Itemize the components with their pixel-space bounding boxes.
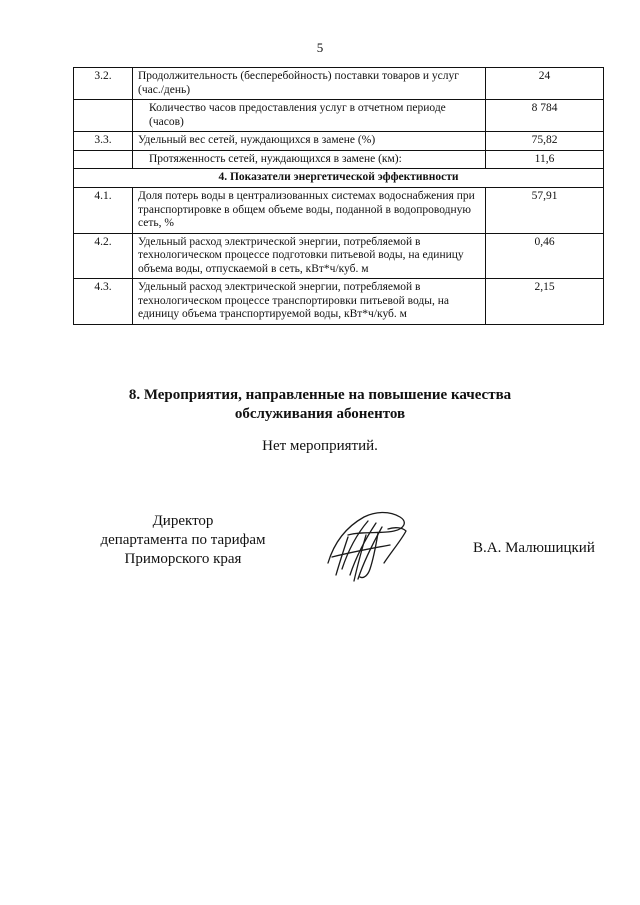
row-description: Удельный вес сетей, нуждающихся в замене (%) [133, 132, 486, 151]
row-value: 24 [486, 68, 604, 100]
section-8-title-line: 8. Мероприятия, направленные на повышение качества [128, 387, 512, 403]
signer-title-line: Приморского края [124, 551, 242, 568]
row-value: 11,6 [486, 150, 604, 169]
indicators-table [73, 67, 604, 325]
row-value: 57,91 [486, 187, 604, 233]
row-description: Протяженность сетей, нуждающихся в замене (км): [133, 150, 486, 169]
handwritten-signature [318, 505, 418, 585]
signer-name: В.А. Малюшицкий [473, 540, 595, 556]
row-number [74, 100, 133, 132]
row-number: 4.1. [74, 187, 133, 233]
row-value: 75,82 [486, 132, 604, 151]
row-number: 4.2. [74, 233, 133, 279]
row-value: 0,46 [486, 233, 604, 279]
table-row [74, 187, 604, 233]
row-value: 2,15 [486, 279, 604, 325]
table-row [74, 100, 604, 132]
table-row [74, 279, 604, 325]
row-description: Доля потерь воды в централизованных системах водоснабжения при транспортировке в общем объеме воды, поданной в водопроводную сеть, % [133, 187, 486, 233]
row-number: 3.3. [74, 132, 133, 151]
row-description: Удельный расход электрической энергии, потребляемой в технологическом процессе подготовки питьевой воды, на единицу объема воды, отпускаемой в сеть, кВт*ч/куб. м [133, 233, 486, 279]
section-header-row [74, 169, 604, 188]
signer-title [88, 512, 278, 569]
row-value: 8 784 [486, 100, 604, 132]
row-number: 4.3. [74, 279, 133, 325]
section-8-title [0, 386, 640, 424]
table-row [74, 233, 604, 279]
table-row [74, 150, 604, 169]
section-8-title-line: обслуживания абонентов [234, 405, 406, 422]
signer-title-line: Директор [152, 513, 214, 529]
page-number: 5 [316, 40, 324, 55]
table-row [74, 132, 604, 151]
table-row [74, 68, 604, 100]
row-description: Количество часов предоставления услуг в отчетном периоде (часов) [133, 100, 486, 132]
signer-title-line: департамента по тарифам [100, 532, 266, 549]
section-4-title: 4. Показатели энергетической эффективности [74, 169, 604, 188]
row-description: Продолжительность (бесперебойность) поставки товаров и услуг (час./день) [133, 68, 486, 100]
row-number: 3.2. [74, 68, 133, 100]
row-number [74, 150, 133, 169]
row-description: Удельный расход электрической энергии, потребляемой в технологическом процессе транспортировки питьевой воды, на единицу объема транспортируемой воды, кВт*ч/куб. м [133, 279, 486, 325]
section-8-text: Нет мероприятий. [262, 438, 378, 454]
